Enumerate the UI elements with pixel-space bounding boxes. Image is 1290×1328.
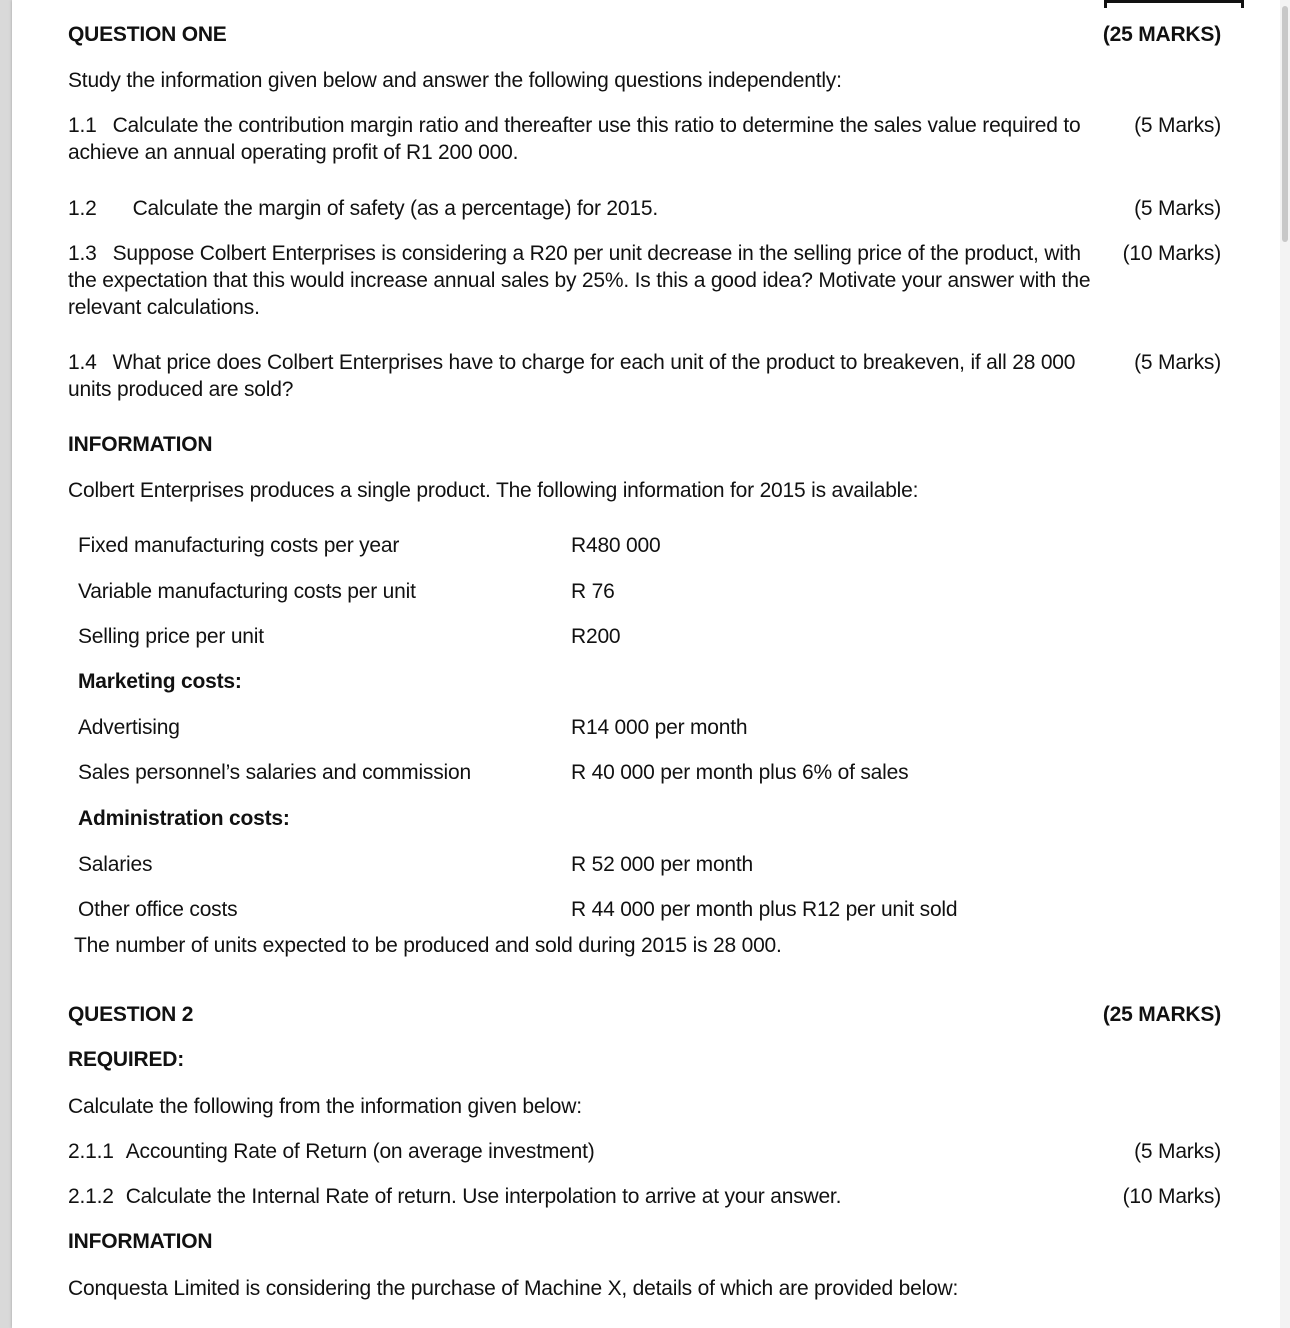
q2-title: QUESTION 2 [68,1003,194,1026]
q1-item-text: Calculate the margin of safety (as a percentage) for 2015. [132,197,658,220]
cost-value: R200 [571,625,621,648]
q1-item-number: 1.1 [68,114,97,137]
cost-label: Selling price per unit [78,625,264,648]
q1-item-1-1-marks: (5 Marks) [1134,114,1221,137]
q2-item-2-1-2 [68,1183,841,1210]
q2-item-2-1-2-marks: (10 Marks) [1122,1185,1221,1208]
q2-item-2-1-1-marks: (5 Marks) [1134,1140,1221,1163]
scrollbar-thumb[interactable] [1282,6,1288,242]
section-label-administration: Administration costs: [78,807,290,830]
q1-info-intro: Colbert Enterprises produces a single product. The following information for 2015 is available: [68,479,919,502]
q1-item-1-1 [68,112,1081,139]
q1-info-heading: INFORMATION [68,433,213,456]
q2-item-number: 2.1.1 [68,1140,114,1163]
q1-item-number: 1.4 [68,351,97,374]
q1-item-1-4-line2: units produced are sold? [68,378,294,401]
q2-info-heading: INFORMATION [68,1230,213,1253]
q1-item-text: Suppose Colbert Enterprises is considering a R20 per unit decrease in the selling price of the product, with [112,242,1081,265]
q1-item-number: 1.2 [68,197,97,220]
q1-item-1-3-marks: (10 Marks) [1122,242,1221,265]
q1-intro: Study the information given below and answer the following questions independently: [68,69,842,92]
cost-label: Advertising [78,716,180,739]
q1-item-1-4 [68,349,1075,376]
document-page [12,0,1280,1328]
q2-item-text: Accounting Rate of Return (on average investment) [125,1140,595,1163]
section-label-marketing: Marketing costs: [78,670,242,693]
q1-item-1-3-line2: the expectation that this would increase annual sales by 25%. Is this a good idea? Motivate your answer with the [68,269,1091,292]
page-top-border [1104,0,1244,6]
cost-label: Sales personnel’s salaries and commission [78,761,471,784]
cost-label: Other office costs [78,898,238,921]
q2-item-text: Calculate the Internal Rate of return. Use interpolation to arrive at your answer. [125,1185,842,1208]
vertical-scrollbar[interactable] [1280,0,1290,1328]
q1-item-1-1-line2: achieve an annual operating profit of R1 200 000. [68,141,519,164]
cost-value: R480 000 [571,534,661,557]
q1-item-1-3-line3: relevant calculations. [68,296,260,319]
cost-value: R14 000 per month [571,716,748,739]
q1-item-1-4-marks: (5 Marks) [1134,351,1221,374]
q1-marks: (25 MARKS) [1102,23,1221,46]
q1-item-1-2 [68,195,658,222]
cost-label: Variable manufacturing costs per unit [78,580,416,603]
q1-item-number: 1.3 [68,242,97,265]
cost-value: R 44 000 per month plus R12 per unit sold [571,898,958,921]
q2-intro: Calculate the following from the information given below: [68,1095,582,1118]
cost-label: Salaries [78,853,153,876]
q1-item-1-3 [68,240,1081,267]
q1-item-text: What price does Colbert Enterprises have to charge for each unit of the product to breakeven, if all 28 000 [112,351,1076,374]
q1-footer-note: The number of units expected to be produced and sold during 2015 is 28 000. [74,934,782,957]
cost-value: R 40 000 per month plus 6% of sales [571,761,909,784]
q2-item-number: 2.1.2 [68,1185,114,1208]
q2-required: REQUIRED: [68,1048,185,1071]
q1-item-text: Calculate the contribution margin ratio and thereafter use this ratio to determine the sales value required to [112,114,1081,137]
q1-title: QUESTION ONE [68,23,227,46]
q1-item-1-2-marks: (5 Marks) [1134,197,1221,220]
cost-value: R 76 [571,580,615,603]
q2-marks: (25 MARKS) [1102,1003,1221,1026]
q2-item-2-1-1 [68,1138,595,1165]
cost-value: R 52 000 per month [571,853,754,876]
cost-label: Fixed manufacturing costs per year [78,534,400,557]
q2-info-intro: Conquesta Limited is considering the purchase of Machine X, details of which are provided below: [68,1277,959,1300]
